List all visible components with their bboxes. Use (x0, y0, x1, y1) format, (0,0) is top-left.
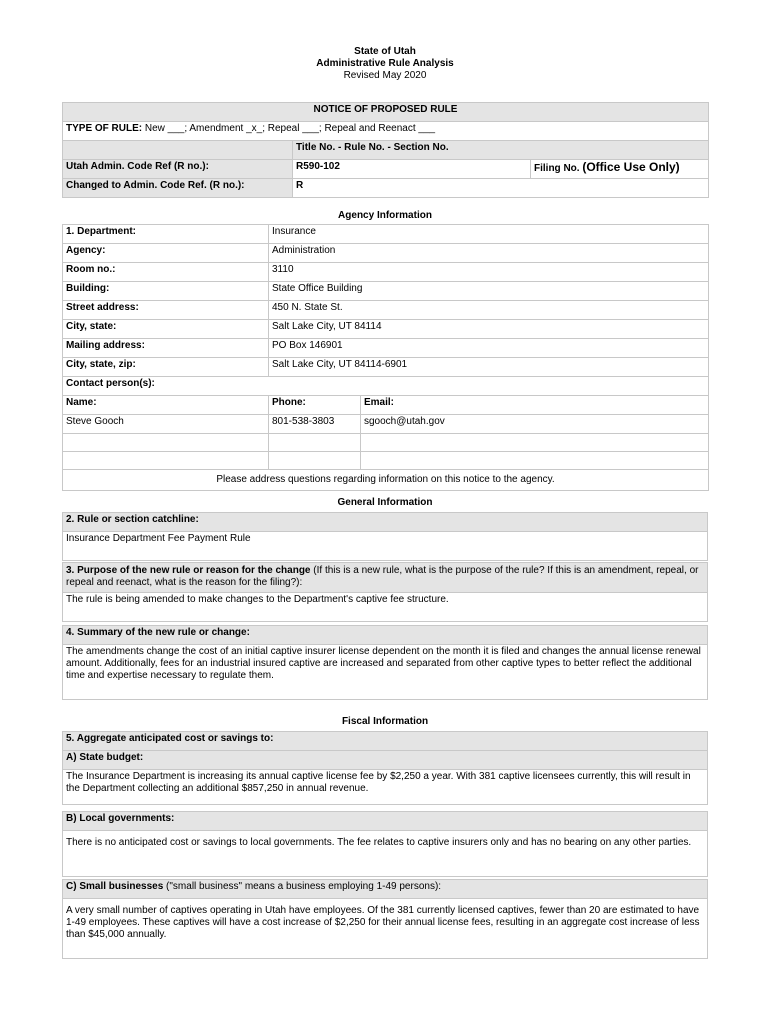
local-gov-table (62, 811, 708, 877)
agency-label: City, state, zip: (63, 358, 269, 377)
purpose-table (62, 562, 708, 622)
summary-label: 4. Summary of the new rule or change: (63, 626, 708, 645)
summary-answer: The amendments change the cost of an initial captive insurer license dependent on the month it is filed and changes the annual license renewal amount. Additionally, fees for an industrial insured captive are increased and separated from other captive types to better reflect the additional time and expertise necessary to regulate them. (63, 645, 708, 700)
summary-table (62, 625, 708, 700)
general-table (62, 512, 708, 561)
contact-email: sgooch@utah.gov (361, 415, 709, 434)
general-section-title: General Information (337, 497, 433, 508)
purpose-question (63, 563, 708, 593)
agency-value: Administration (269, 244, 709, 263)
type-of-rule-label: TYPE OF RULE: (66, 123, 143, 134)
email-column-header: Email: (361, 396, 709, 415)
agency-value: Salt Lake City, UT 84114 (269, 320, 709, 339)
state-budget-label: A) State budget: (63, 751, 708, 770)
title-number-header: Title No. - Rule No. - Section No. (293, 141, 709, 160)
catchline-label: 2. Rule or section catchline: (63, 513, 708, 532)
small-business-table (62, 879, 708, 959)
filing-number (531, 160, 709, 179)
blank-cell (361, 434, 709, 452)
small-business-question (63, 880, 708, 899)
agency-value: 3110 (269, 263, 709, 282)
filing-note: (Office Use Only) (582, 160, 680, 174)
fiscal-section-title: Fiscal Information (341, 716, 429, 727)
blank-cell (63, 452, 269, 470)
type-of-rule (63, 122, 709, 141)
blank-cell (63, 434, 269, 452)
agency-value: PO Box 146901 (269, 339, 709, 358)
contact-name: Steve Gooch (63, 415, 269, 434)
revision-date: Revised May 2020 (343, 70, 427, 81)
notice-title: NOTICE OF PROPOSED RULE (63, 103, 709, 122)
type-of-rule-options: New ___; Amendment _x_; Repeal ___; Repeal and Reenact ___ (142, 123, 436, 134)
filing-label: Filing No. (534, 163, 583, 174)
catchline-answer: Insurance Department Fee Payment Rule (63, 532, 708, 561)
blank-cell (361, 452, 709, 470)
agency-section-title: Agency Information (338, 210, 432, 221)
contact-persons-label: Contact person(s): (63, 377, 709, 396)
purpose-answer: The rule is being amended to make changes to the Department's captive fee structure. (63, 593, 708, 622)
agency-value: 450 N. State St. (269, 301, 709, 320)
agency-label: Street address: (63, 301, 269, 320)
aggregate-cost-label: 5. Aggregate anticipated cost or savings to: (63, 732, 708, 751)
purpose-label: 3. Purpose of the new rule or reason for the change (66, 565, 311, 576)
state-name: State of Utah (354, 46, 416, 57)
agency-label: City, state: (63, 320, 269, 339)
changed-ref-value: R (293, 179, 709, 198)
small-business-answer: A very small number of captives operating in Utah have employees. Of the 381 currently licensed captives, fewer than 20 are estimated to have 1-49 employees. These captives will have a cost increase of $2,250 for their annual license fees, resulting in an aggregate cost increase of less than $45,000 annually. (63, 899, 708, 959)
fiscal-table (62, 731, 708, 805)
agency-label: Agency: (63, 244, 269, 263)
code-ref-label: Utah Admin. Code Ref (R no.): (63, 160, 293, 179)
agency-table (62, 224, 709, 491)
agency-label: 1. Department: (63, 225, 269, 244)
code-ref-value: R590-102 (293, 160, 531, 179)
agency-value: State Office Building (269, 282, 709, 301)
agency-value: Salt Lake City, UT 84114-6901 (269, 358, 709, 377)
purpose-note: (If this is a new rule, what is the purpose of the rule? If this is an amendment, repeal, or repeal and reenact, what is the reason for the filing?): (66, 565, 699, 588)
agency-label: Mailing address: (63, 339, 269, 358)
agency-label: Room no.: (63, 263, 269, 282)
contact-phone: 801-538-3803 (269, 415, 361, 434)
state-budget-answer: The Insurance Department is increasing its annual captive license fee by $2,250 a year. With 381 captive licensees currently, this will result in the Department collecting an additional $857,250 in annual revenue. (63, 770, 708, 805)
blank-cell (269, 434, 361, 452)
local-gov-answer: There is no anticipated cost or savings to local governments. The fee relates to captive insurers only and has no bearing on any other parties. (63, 831, 708, 877)
small-business-note: ("small business" means a business employing 1-49 persons): (163, 881, 442, 892)
small-business-label: C) Small businesses (66, 881, 164, 892)
form-title: Administrative Rule Analysis (316, 58, 454, 69)
agency-label: Building: (63, 282, 269, 301)
phone-column-header: Phone: (269, 396, 361, 415)
blank-cell (269, 452, 361, 470)
notice-table (62, 102, 709, 198)
local-gov-label: B) Local governments: (63, 812, 708, 831)
agency-notice: Please address questions regarding information on this notice to the agency. (63, 470, 709, 491)
name-column-header: Name: (63, 396, 269, 415)
changed-ref-label: Changed to Admin. Code Ref. (R no.): (63, 179, 293, 198)
document-header (0, 46, 770, 82)
agency-value: Insurance (269, 225, 709, 244)
